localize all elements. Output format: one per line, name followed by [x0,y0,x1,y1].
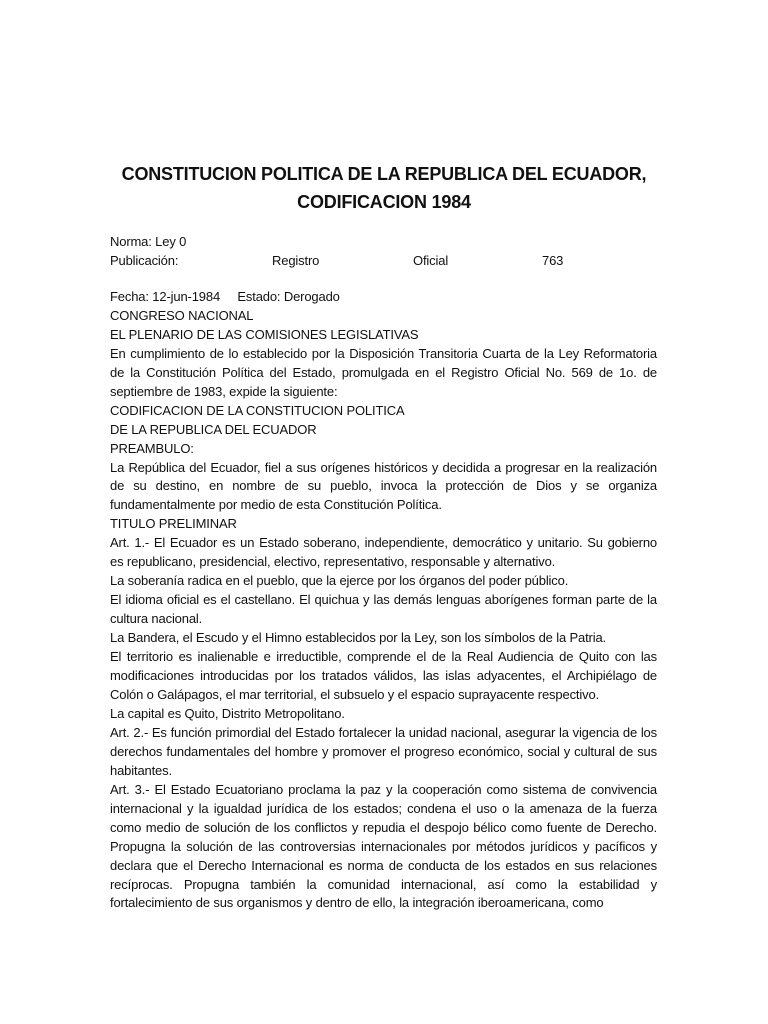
article-1-paragraph: Art. 1.- El Ecuador es un Estado soberano, independiente, democrático y unitario. Su gobierno es republicano, presidencial, electivo, representativo, responsable y alternativo. [110,535,657,570]
codificacion-heading-2: DE LA REPUBLICA DEL ECUADOR [110,421,317,437]
document-title [80,160,688,216]
fecha-estado-line [110,288,657,307]
title-line-1: CONSTITUCION POLITICA DE LA REPUBLICA DEL ECUADOR, [121,164,647,184]
plenario-heading: EL PLENARIO DE LAS COMISIONES LEGISLATIVAS [110,326,419,342]
preambulo-paragraph: La República del Ecuador, fiel a sus orígenes históricos y decidida a progresar en la realización de su destino, en nombre de su pueblo, invoca la protección de Dios y se organiza fundamentalmente por medio de esta Constitución Política. [110,459,657,513]
soberania-paragraph: La soberanía radica en el pueblo, que la ejerce por los órganos del poder público. [110,573,569,589]
territorio-paragraph: El territorio es inalienable e irreductible, comprende el de la Real Audiencia de Quito con las modificaciones introducidas por los tratados válidos, las islas adyacentes, el Archipiélago de Colón o Galápagos, el mar territorial, el subsuelo y el espacio suprayacente respectivo. [110,649,657,702]
cumplimiento-paragraph: En cumplimiento de lo establecido por la Disposición Transitoria Cuarta de la Ley Reformatoria de la Constitución Política del Estado, promulgada en el Registro Oficial No. 569 de 1o. de septiembre de 1983, expide la siguiente: [110,345,657,399]
publicacion-line [110,252,657,271]
publicacion-oficial: Oficial [413,252,449,268]
capital-paragraph: La capital es Quito, Distrito Metropolitano. [110,705,345,721]
spacer [110,271,657,288]
title-line-2: CODIFICACION 1984 [297,192,471,212]
congreso-heading: CONGRESO NACIONAL [110,307,254,323]
bandera-paragraph: La Bandera, el Escudo y el Himno establecidos por la Ley, son los símbolos de la Patria. [110,630,607,646]
idioma-paragraph: El idioma oficial es el castellano. El quichua y las demás lenguas aborígenes forman parte de la cultura nacional. [110,592,657,627]
estado-text: Estado: Derogado [237,288,340,304]
preambulo-heading: PREAMBULO: [110,440,194,456]
norma-line: Norma: Ley 0 [110,234,187,249]
publicacion-number: 763 [542,252,564,268]
article-3-paragraph: Art. 3.- El Estado Ecuatoriano proclama la paz y la cooperación como sistema de convivencia internacional y la igualdad jurídica de los estados; condena el uso o la amenaza de la fuerza como medio de solución de los conflictos y repudia el despojo bélico como fuente de Derecho. Propugna la solución de las controversias internacionales por métodos jurídicos y pacíficos y declara que el Derecho Internacional es norma de conducta de los estados en sus relaciones recíprocas. Propugna también la comunidad internacional, así como la estabilidad y fortalecimiento de sus organismos y dentro de ello, la integración iberoamericana, como [110,781,657,911]
publicacion-label: Publicación: [110,252,179,268]
article-2-paragraph: Art. 2.- Es función primordial del Estado fortalecer la unidad nacional, asegurar la vigencia de los derechos fundamentales del hombre y promover el progreso económico, social y cultural de sus habitantes. [110,724,657,778]
titulo-preliminar-heading: TITULO PRELIMINAR [110,516,237,532]
fecha-text: Fecha: 12-jun-1984 [110,288,221,304]
document-body [110,233,657,913]
codificacion-heading-1: CODIFICACION DE LA CONSTITUCION POLITICA [110,402,405,418]
publicacion-registro: Registro [272,252,320,268]
